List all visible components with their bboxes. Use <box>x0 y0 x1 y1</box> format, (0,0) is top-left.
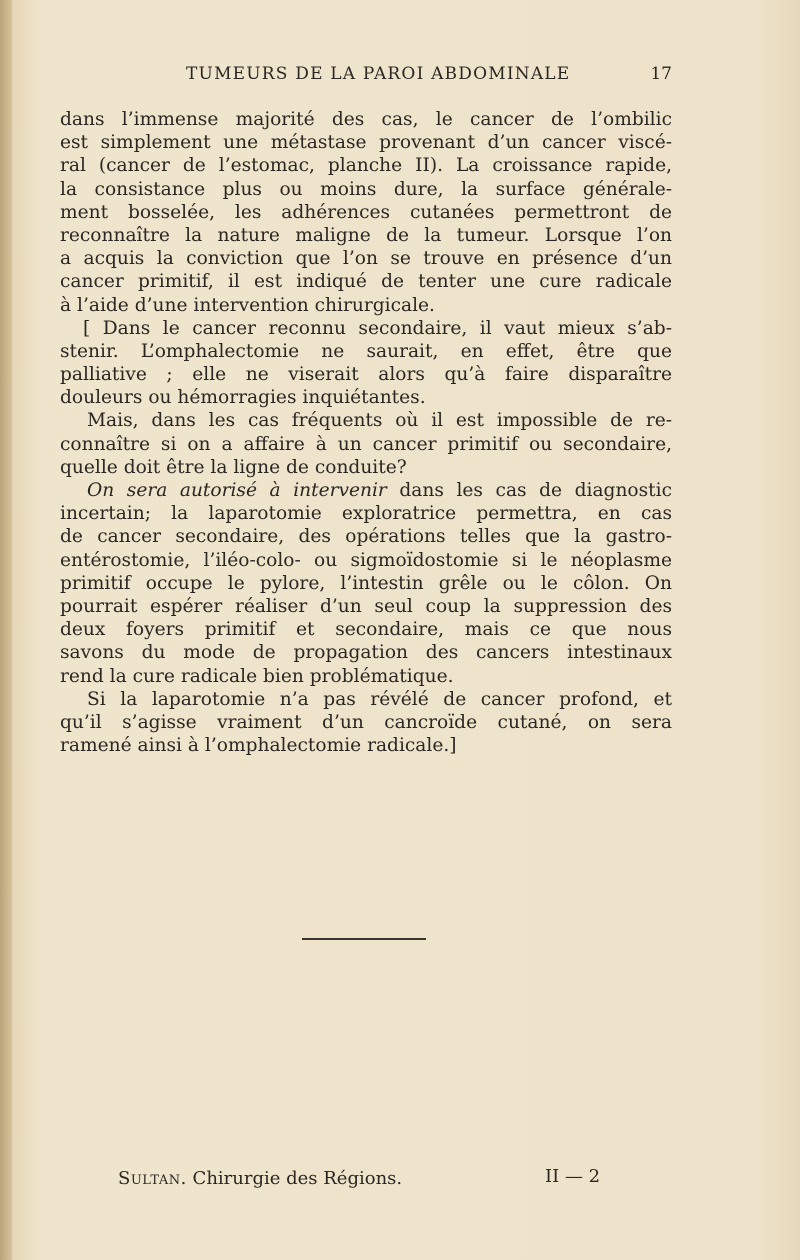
page-header <box>60 64 672 94</box>
body-text <box>60 108 672 757</box>
text-line: rend la cure radicale bien problématique. <box>60 665 454 687</box>
text-line: pourrait espérer réaliser d’un seul coup la suppression des <box>60 595 672 617</box>
footer-book-title: Chirurgie des Régions. <box>192 1168 403 1189</box>
text-line: deux foyers primitif et secondaire, mais ce que nous <box>60 619 672 641</box>
footer-author: Sultan. <box>118 1168 187 1189</box>
text-line: incertain; la laparotomie exploratrice permettra, en cas <box>60 503 672 525</box>
section-divider <box>302 938 426 940</box>
text-line: stenir. L’omphalectomie ne saurait, en effet, être que <box>60 340 672 362</box>
printer-signature: II — 2 <box>545 1166 601 1187</box>
text-line: Mais, dans les cas fréquents où il est impossible de re- <box>87 410 672 432</box>
text-line: primitif occupe le pylore, l’intestin grêle ou le côlon. On <box>60 572 672 594</box>
running-head: TUMEURS DE LA PAROI ABDOMINALE <box>186 64 571 84</box>
text-line: a acquis la conviction que l’on se trouve en présence d’un <box>60 248 672 270</box>
text-line: ral (cancer de l’estomac, planche II). La croissance rapide, <box>60 155 672 177</box>
text-line: entérostomie, l’iléo-colo- ou sigmoïdostomie si le néoplasme <box>60 549 672 571</box>
text-line: ment bosselée, les adhérences cutanées permettront de <box>60 201 672 223</box>
text-line: de cancer secondaire, des opérations telles que la gastro- <box>60 526 672 548</box>
text-line: savons du mode de propagation des cancers intestinaux <box>60 642 672 664</box>
text-line-italic-lead <box>60 479 672 502</box>
italic-phrase: On sera autorisé à intervenir <box>87 480 387 501</box>
text-line: Si la laparotomie n’a pas révélé de cancer profond, et <box>87 688 672 710</box>
text-line: la consistance plus ou moins dure, la surface générale- <box>60 178 672 200</box>
text-line: quelle doit être la ligne de conduite? <box>60 456 407 478</box>
text-line: à l’aide d’une intervention chirurgicale. <box>60 294 435 316</box>
page-number: 17 <box>650 64 672 84</box>
book-spine-shadow <box>0 0 12 1260</box>
text-line: [ Dans le cancer reconnu secondaire, il vaut mieux s’ab- <box>83 317 672 339</box>
text-fragment: dans les cas de diagnostic <box>399 480 672 501</box>
text-line: reconnaître la nature maligne de la tumeur. Lorsque l’on <box>60 224 672 246</box>
text-line: qu’il s’agisse vraiment d’un cancroïde cutané, on sera <box>60 711 672 733</box>
text-line: connaître si on a affaire à un cancer primitif ou secondaire, <box>60 433 672 455</box>
text-line: dans l’immense majorité des cas, le cancer de l’ombilic <box>60 109 672 130</box>
text-line: cancer primitif, il est indiqué de tenter une cure radicale <box>60 271 672 293</box>
footer-signature-title <box>118 1168 402 1189</box>
text-line: est simplement une métastase provenant d’un cancer viscé- <box>60 132 672 154</box>
text-line: douleurs ou hémorragies inquiétantes. <box>60 387 426 409</box>
text-line: palliative ; elle ne viserait alors qu’à faire disparaître <box>60 364 672 386</box>
text-line: ramené ainsi à l’omphalectomie radicale.] <box>60 735 457 757</box>
